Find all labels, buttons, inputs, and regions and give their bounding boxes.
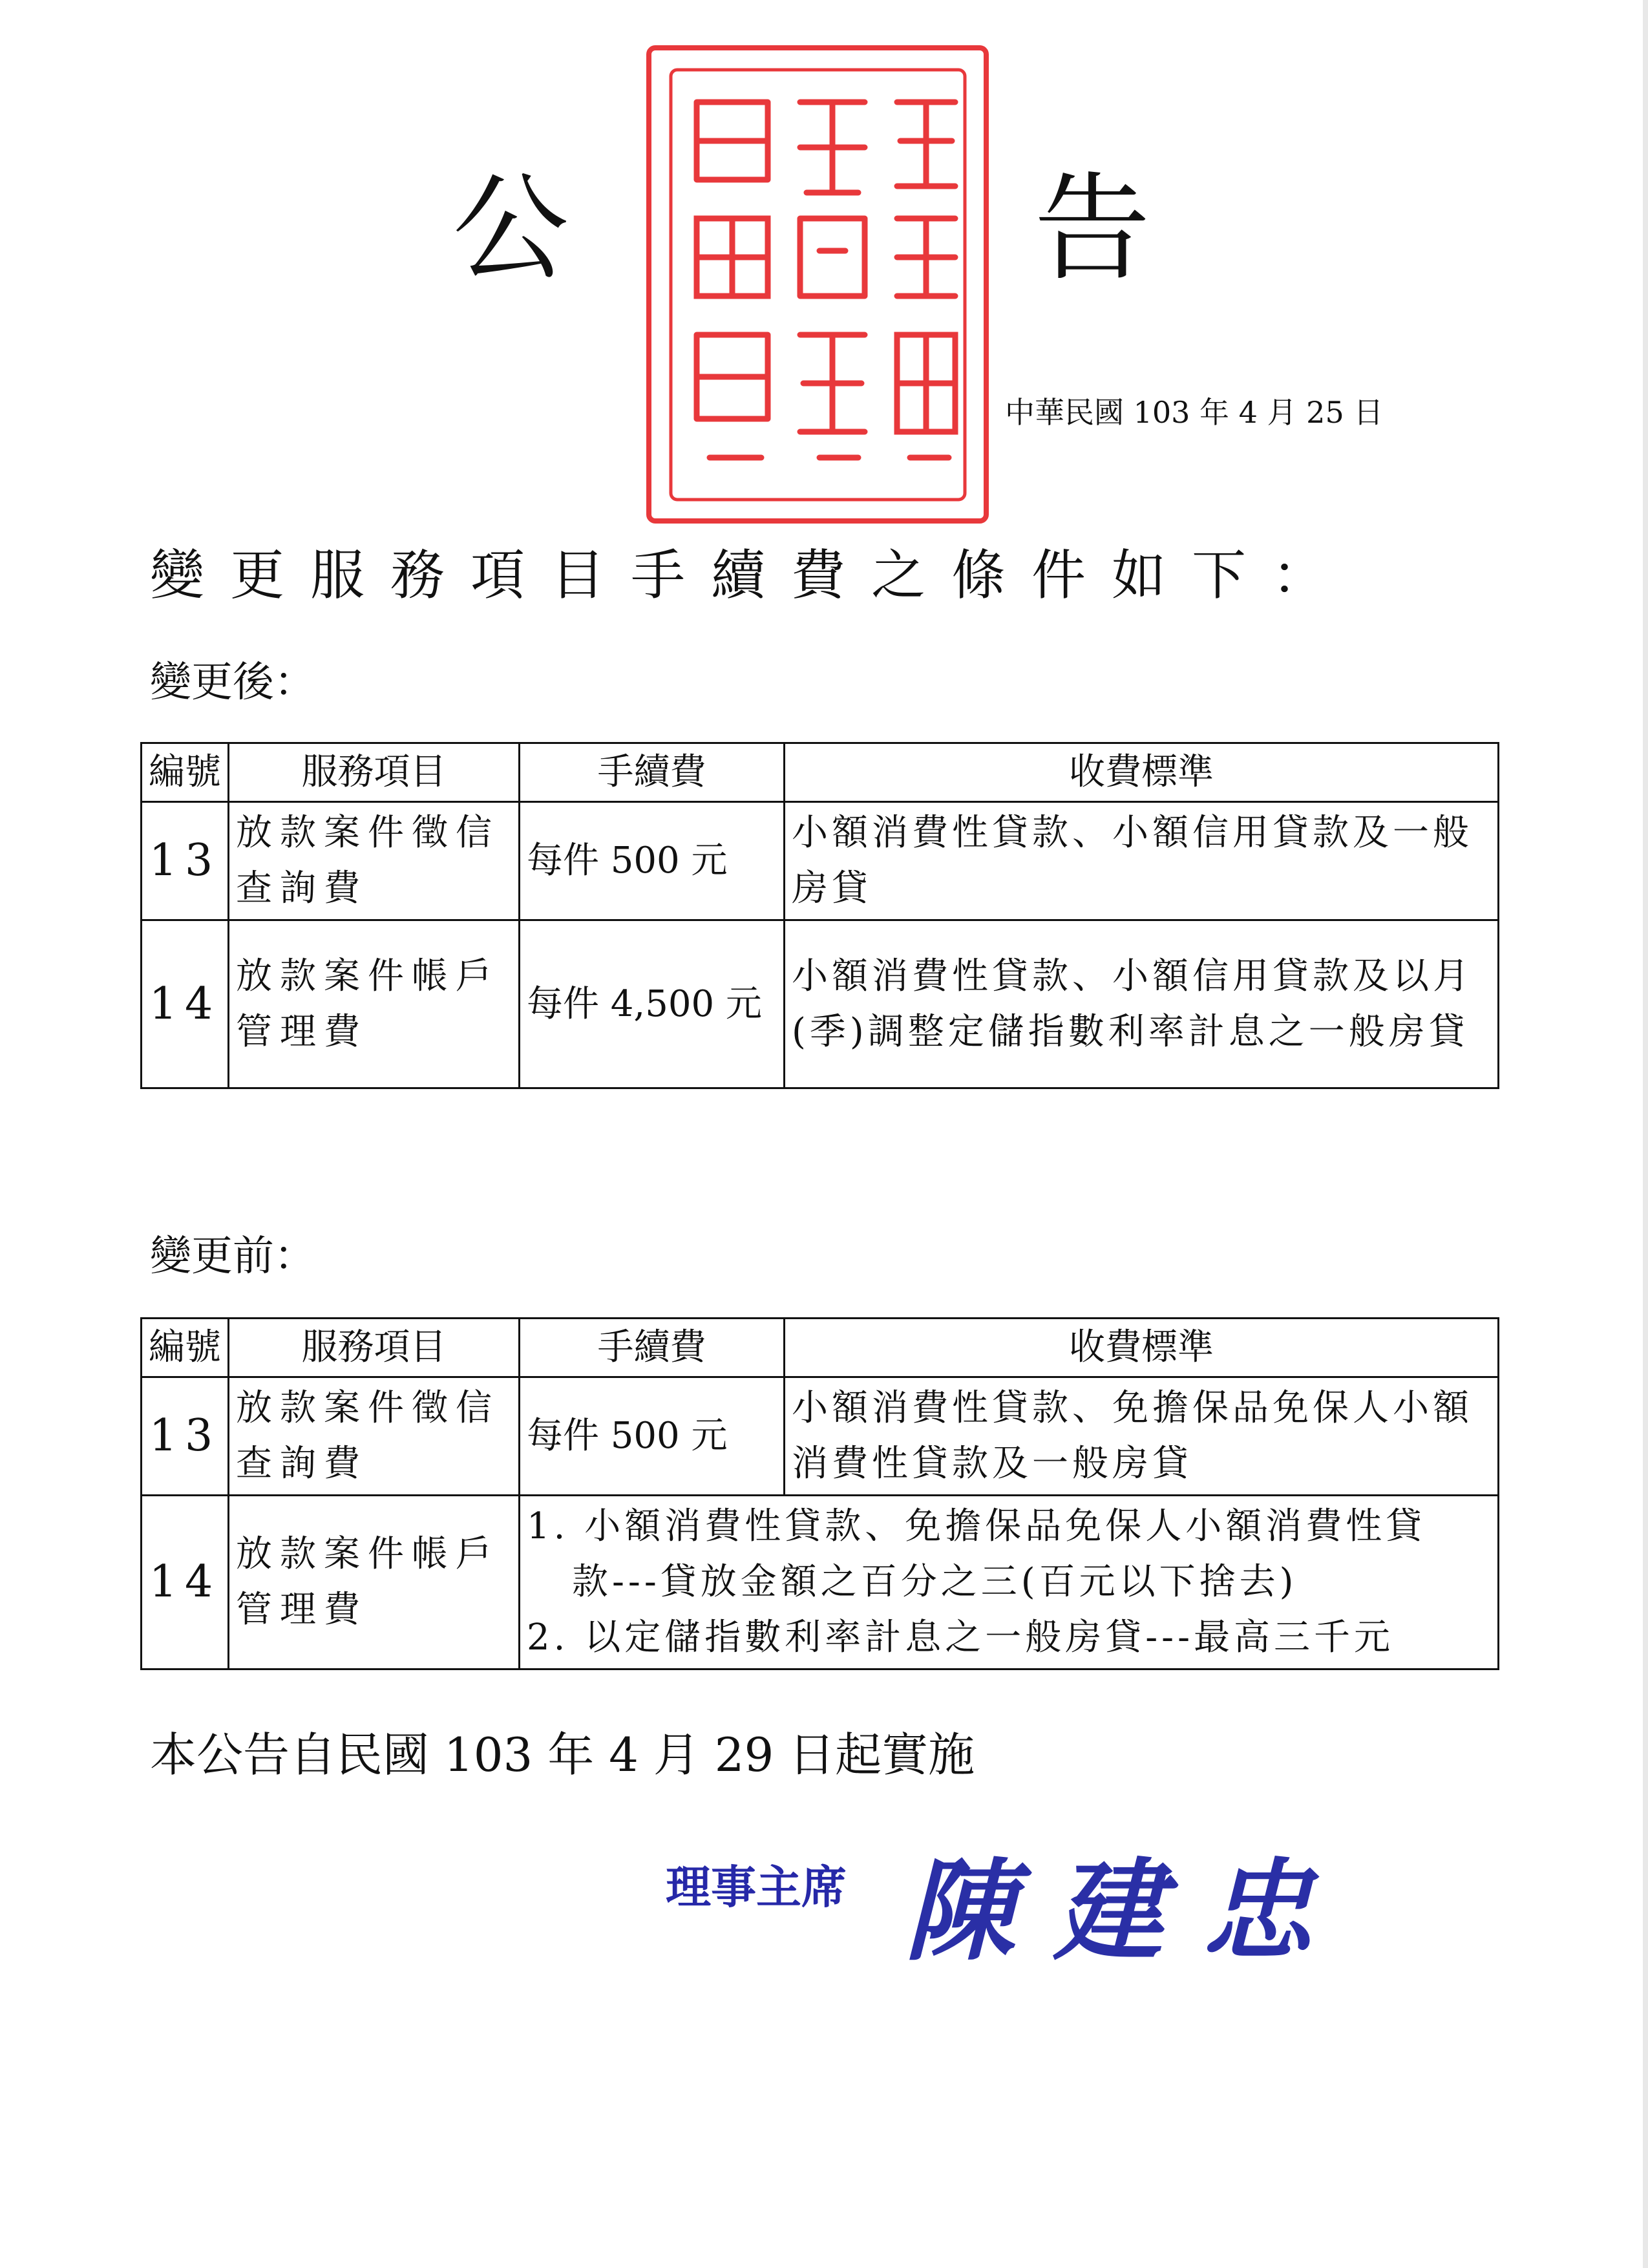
table-row xyxy=(142,802,1499,920)
seal-glyphs xyxy=(651,50,994,529)
table-row xyxy=(142,1496,1499,1669)
section-label-after: 變更後： xyxy=(150,659,315,706)
fee-amount: 每件 500 元 xyxy=(520,1377,785,1496)
chairman-signature: 陳建忠 xyxy=(905,1847,1351,1976)
section-label-before: 變更前： xyxy=(150,1233,315,1280)
standard-list-item-2: 2. 以定儲指數利率計息之一般房貸---最高三千元 xyxy=(527,1616,1394,1659)
fee-table-before xyxy=(140,1317,1499,1670)
notice-date: 中華民國 103 年 4 月 25 日 xyxy=(1005,395,1384,430)
row-number: 13 xyxy=(142,1377,229,1496)
standard-list-item-1: 1. 小額消費性貸款、免擔保品免保人小額消費性貸 xyxy=(527,1505,1426,1547)
fee-standard: 小額消費性貸款、小額信用貸款及以月(季)調整定儲指數利率計息之一般房貸 xyxy=(785,920,1499,1088)
column-header-standard: 收費標準 xyxy=(785,743,1499,802)
standard-list-item-1-cont: 款---貸放金額之百分之三(百元以下捨去) xyxy=(572,1561,1298,1603)
column-header-item: 服務項目 xyxy=(229,1319,520,1377)
title-char-1: 公 xyxy=(452,162,569,297)
row-number: 14 xyxy=(142,1496,229,1669)
row-number: 13 xyxy=(142,802,229,920)
official-seal xyxy=(646,45,989,524)
chairman-title-stamp: 理事主席 xyxy=(666,1860,847,1914)
column-header-standard: 收費標準 xyxy=(785,1319,1499,1377)
service-item: 放款案件帳戶管理費 xyxy=(229,1496,520,1669)
column-header-fee: 手續費 xyxy=(520,743,785,802)
table-header-row xyxy=(142,743,1499,802)
column-header-no: 編號 xyxy=(142,743,229,802)
fee-standard: 小額消費性貸款、免擔保品免保人小額消費性貸款及一般房貸 xyxy=(785,1377,1499,1496)
column-header-fee: 手續費 xyxy=(520,1319,785,1377)
column-header-item: 服務項目 xyxy=(229,743,520,802)
fee-amount: 每件 4,500 元 xyxy=(520,920,785,1088)
notice-heading: 變更服務項目手續費之條件如下： xyxy=(150,544,1353,607)
fee-standard-merged xyxy=(520,1496,1499,1669)
title-char-2: 告 xyxy=(1034,162,1151,297)
column-header-no: 編號 xyxy=(142,1319,229,1377)
fee-amount: 每件 500 元 xyxy=(520,802,785,920)
table-row xyxy=(142,920,1499,1088)
service-item: 放款案件徵信查詢費 xyxy=(229,802,520,920)
service-item: 放款案件帳戶管理費 xyxy=(229,920,520,1088)
fee-standard: 小額消費性貸款、小額信用貸款及一般房貸 xyxy=(785,802,1499,920)
fee-table-after xyxy=(140,742,1499,1089)
row-number: 14 xyxy=(142,920,229,1088)
scan-edge xyxy=(1643,0,1648,2268)
table-row xyxy=(142,1377,1499,1496)
table-header-row xyxy=(142,1319,1499,1377)
effective-date-statement: 本公告自民國 103 年 4 月 29 日起實施 xyxy=(150,1728,975,1782)
service-item: 放款案件徵信查詢費 xyxy=(229,1377,520,1496)
